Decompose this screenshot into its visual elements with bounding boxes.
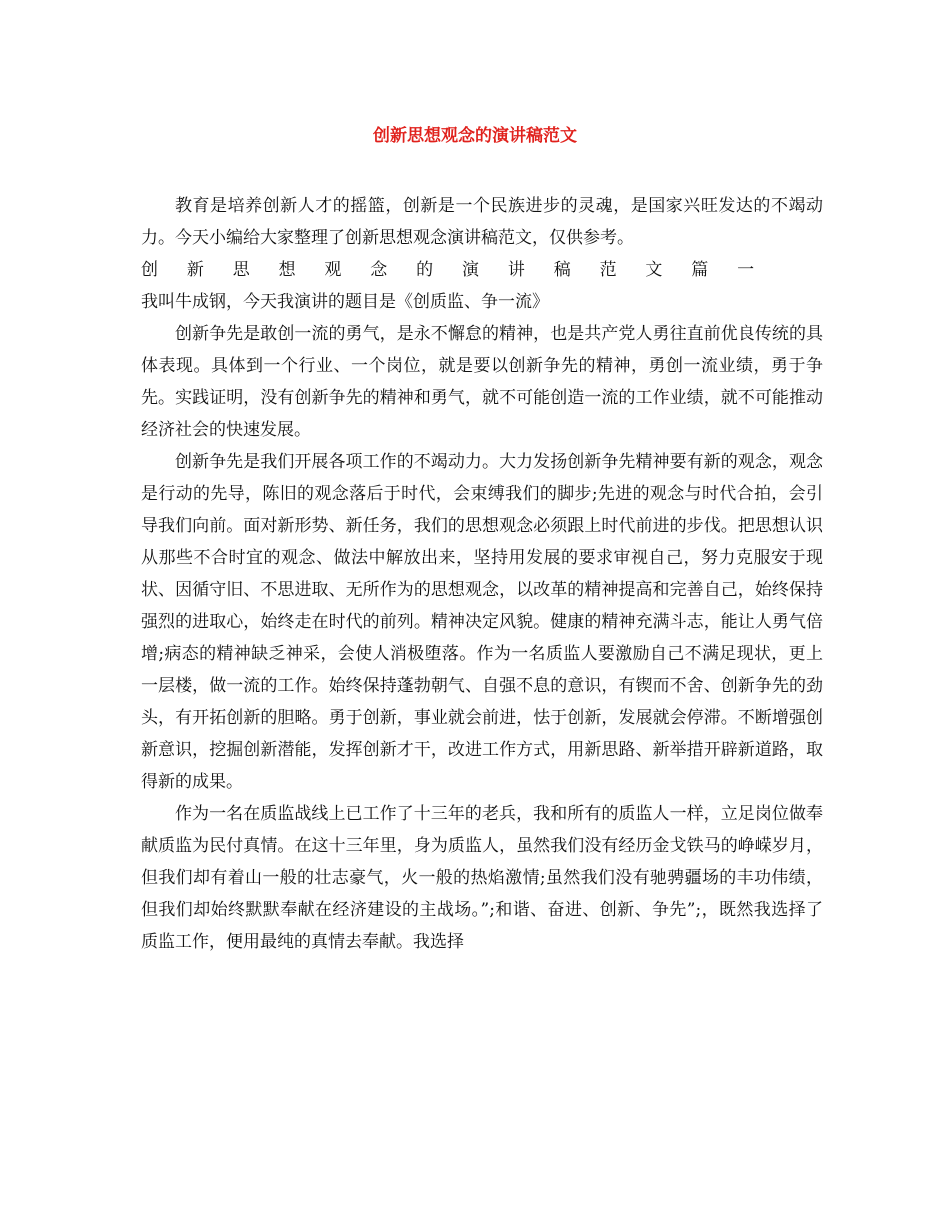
body-paragraph-2: 创新争先是我们开展各项工作的不竭动力。大力发扬创新争先精神要有新的观念，观念是行动的先导，陈旧的观念落后于时代，会束缚我们的脚步;先进的观念与时代合拍，会引导我们向前。面对新形势、新任务，我们的思想观念必须跟上时代前进的步伐。把思想认识从那些不合时宜的观念、做法中解放出来，坚持用发展的要求审视自己，努力克服安于现状、因循守旧、不思进取、无所作为的思想观念，以改革的精神提高和完善自己，始终保持强烈的进取心，始终走在时代的前列。精神决定风貌。健康的精神充满斗志，能让人勇气倍增;病态的精神缺乏神采，会使人消极堕落。作为一名质监人要激励自己不满足现状，更上一层楼，做一流的工作。始终保持蓬勃朝气、自强不息的意识，有锲而不舍、创新争先的劲头，有开拓创新的胆略。勇于创新，事业就会前进，怯于创新，发展就会停滞。不断增强创新意识，挖掘创新潜能，发挥创新才干，改进工作方式，用新思路、新举措开辟新道路，取得新的成果。 xyxy=(141,452,823,792)
body-paragraph-1: 创新争先是敢创一流的勇气，是永不懈怠的精神，也是共产党人勇往直前优良传统的具体表现。具体到一个行业、一个岗位，就是要以创新争先的精神，勇创一流业绩，勇于争先。实践证明，没有创新争先的精神和勇气，就不可能创造一流的工作业绩，就不可能推动经济社会的快速发展。 xyxy=(141,324,823,440)
section-opening: 我叫牛成钢，今天我演讲的题目是《创质监、争一流》 xyxy=(141,292,549,312)
intro-paragraph: 教育是培养创新人才的摇篮，创新是一个民族进步的灵魂，是国家兴旺发达的不竭动力。今天小编给大家整理了创新思想观念演讲稿范文，仅供参考。 xyxy=(141,196,823,248)
body-paragraph-3: 作为一名在质监战线上已工作了十三年的老兵，我和所有的质监人一样，立足岗位做奉献质监为民付真情。在这十三年里，身为质监人，虽然我们没有经历金戈铁马的峥嵘岁月，但我们却有着山一般的壮志豪气，火一般的热焰激情;虽然我们没有驰骋疆场的丰功伟绩，但我们却始终默默奉献在经济建设的主战场。”;和谐、奋进、创新、争先”;，既然我选择了质监工作，便用最纯的真情去奉献。我选择 xyxy=(141,804,823,952)
section-heading: 创新思想观念的演讲稿范文篇一 xyxy=(141,260,783,280)
document-body xyxy=(141,190,823,958)
document-title: 创新思想观念的演讲稿范文 xyxy=(373,126,577,146)
section-heading-line xyxy=(141,254,823,318)
